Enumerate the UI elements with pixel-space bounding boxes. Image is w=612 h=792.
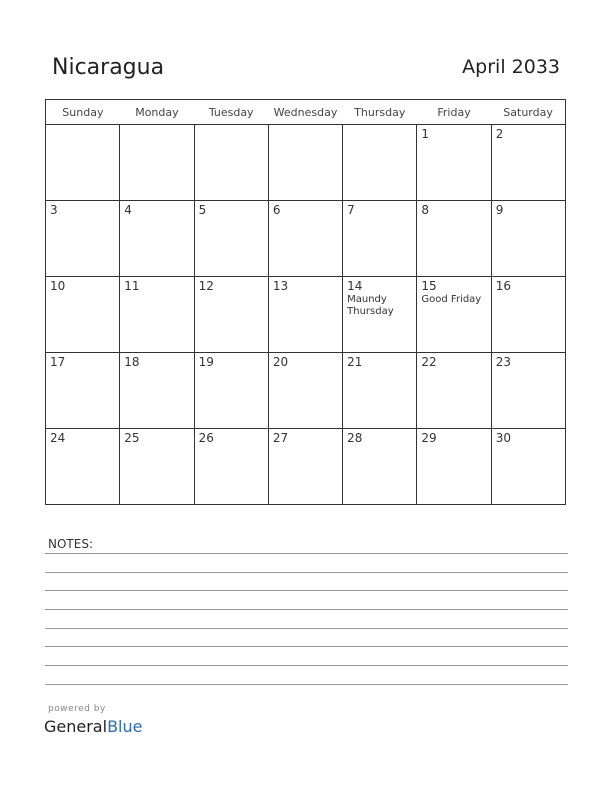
day-cell [417, 125, 491, 201]
day-cell [417, 429, 491, 505]
day-cell [46, 277, 120, 353]
day-cell [46, 429, 120, 505]
weekday-friday: Friday [417, 100, 491, 125]
note-line [45, 553, 568, 554]
day-number: 20 [272, 355, 289, 369]
week-row [46, 201, 566, 277]
day-cell [194, 125, 268, 201]
day-number: 8 [421, 203, 430, 217]
note-line [45, 665, 568, 666]
holiday-label: Good Friday [421, 294, 482, 305]
note-line [45, 684, 568, 685]
day-number: 26 [198, 431, 214, 445]
day-number: 18 [124, 355, 140, 369]
generalblue-logo [44, 717, 142, 736]
day-number: 9 [495, 203, 504, 217]
calendar-grid [45, 99, 566, 505]
day-number: 6 [272, 203, 281, 217]
note-line [45, 590, 568, 591]
note-line [45, 609, 568, 610]
day-number: 27 [272, 431, 289, 445]
day-number: 12 [198, 279, 214, 293]
day-cell [343, 353, 417, 429]
day-number: 15 [421, 279, 437, 293]
weekday-tuesday: Tuesday [194, 100, 268, 125]
day-cell [417, 201, 491, 277]
day-number: 19 [198, 355, 214, 369]
day-number: 2 [495, 127, 504, 141]
day-cell [120, 353, 194, 429]
holiday-label: Maundy Thursday [347, 294, 394, 317]
day-number: 16 [495, 279, 511, 293]
day-cell [46, 353, 120, 429]
day-cell [343, 125, 417, 201]
day-cell [268, 429, 342, 505]
day-cell [268, 125, 342, 201]
day-cell [491, 353, 565, 429]
day-number: 29 [421, 431, 437, 445]
day-number: 3 [50, 203, 58, 217]
day-cell [491, 277, 565, 353]
day-cell [268, 353, 342, 429]
day-cell [491, 429, 565, 505]
day-cell [343, 201, 417, 277]
day-number: 21 [347, 355, 363, 369]
day-cell [46, 125, 120, 201]
day-cell [194, 429, 268, 505]
day-number: 23 [495, 355, 511, 369]
day-cell [491, 201, 565, 277]
day-number: 5 [198, 203, 207, 217]
day-number: 30 [495, 431, 511, 445]
day-cell [120, 429, 194, 505]
day-number: 13 [272, 279, 289, 293]
day-cell [491, 125, 565, 201]
week-row [46, 277, 566, 353]
weekday-header-row [46, 100, 566, 125]
day-cell [417, 277, 491, 353]
day-cell [194, 201, 268, 277]
weekday-sunday: Sunday [46, 100, 120, 125]
note-line [45, 628, 568, 629]
day-number: 11 [124, 279, 140, 293]
day-number: 17 [50, 355, 66, 369]
day-number: 14 [347, 279, 363, 293]
note-line [45, 646, 568, 647]
week-row [46, 125, 566, 201]
country-title: Nicaragua [52, 55, 165, 80]
day-cell [268, 201, 342, 277]
day-cell [343, 429, 417, 505]
day-cell [268, 277, 342, 353]
week-row [46, 429, 566, 505]
notes-label: NOTES: [48, 537, 93, 551]
day-cell [46, 201, 120, 277]
brand-blue: Blue [107, 717, 143, 736]
day-cell [194, 277, 268, 353]
weekday-thursday: Thursday [343, 100, 417, 125]
day-number: 28 [347, 431, 363, 445]
day-number: 1 [421, 127, 430, 141]
week-row [46, 353, 566, 429]
day-cell [194, 353, 268, 429]
day-cell [120, 277, 194, 353]
day-number: 22 [421, 355, 437, 369]
powered-by-text: powered by [48, 704, 106, 714]
day-number: 4 [124, 203, 132, 217]
note-line [45, 572, 568, 573]
day-cell [120, 201, 194, 277]
month-title: April 2033 [462, 56, 560, 78]
day-number: 10 [50, 279, 66, 293]
weekday-monday: Monday [120, 100, 194, 125]
weekday-wednesday: Wednesday [268, 100, 342, 125]
brand-general: General [44, 717, 108, 736]
day-number: 7 [347, 203, 355, 217]
day-cell [120, 125, 194, 201]
day-cell [343, 277, 417, 353]
day-number: 25 [124, 431, 140, 445]
day-number: 24 [50, 431, 66, 445]
day-cell [417, 353, 491, 429]
weekday-saturday: Saturday [491, 100, 565, 125]
